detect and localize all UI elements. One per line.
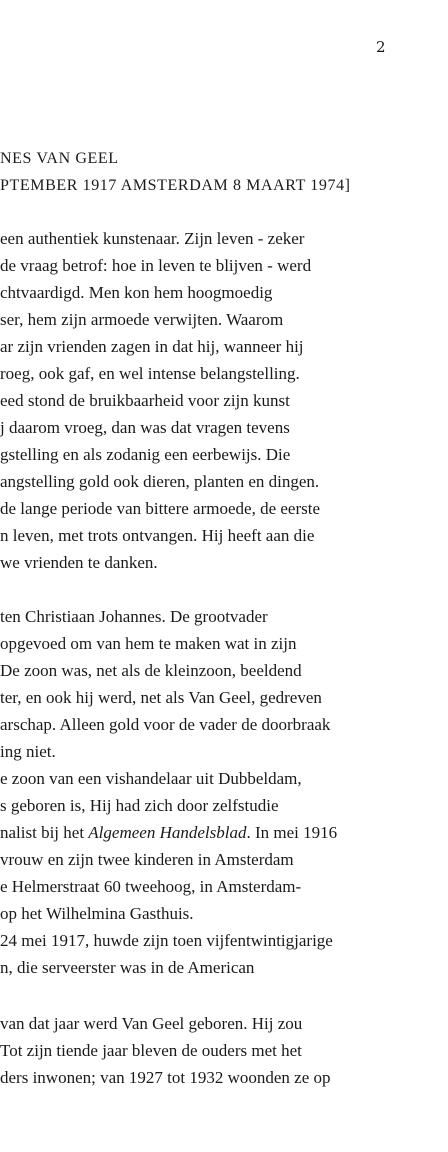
text-line: we vrienden te danken. <box>0 553 158 572</box>
text-line: de lange periode van bittere armoede, de eerste <box>0 499 321 518</box>
text-line: arschap. Alleen gold voor de vader de doorbraak <box>0 715 331 734</box>
text-line: een authentiek kunstenaar. Zijn leven - zeker <box>0 229 305 248</box>
text-line: ter, en ook hij werd, net als Van Geel, gedreven <box>0 688 322 707</box>
paragraph-2 <box>0 603 448 981</box>
text-line: vrouw en zijn twee kinderen in Amsterdam <box>0 850 294 869</box>
text-line: gstelling en als zodanig een eerbewijs. Die <box>0 445 291 464</box>
text-line: ar zijn vrienden zagen in dat hij, wanneer hij <box>0 337 304 356</box>
paragraph-1 <box>0 225 448 576</box>
page-number: 2 <box>376 38 386 56</box>
text-line: op het Wilhelmina Gasthuis. <box>0 904 194 923</box>
paragraph-3 <box>0 1010 448 1091</box>
text-line: angstelling gold ook dieren, planten en dingen. <box>0 472 320 491</box>
text-line: n leven, met trots ontvangen. Hij heeft aan die <box>0 526 315 545</box>
newspaper-title: Algemeen Handelsblad <box>88 823 247 842</box>
text-line: De zoon was, net als de kleinzoon, beeldend <box>0 661 302 680</box>
text-line: n, die serveerster was in de American <box>0 958 255 977</box>
text-line-with-italic <box>0 819 448 846</box>
text-line: ten Christiaan Johannes. De grootvader <box>0 607 268 626</box>
text-line: e zoon van een vishandelaar uit Dubbeldam, <box>0 769 302 788</box>
heading-name-line: NES VAN GEEL <box>0 150 119 167</box>
text-line: ser, hem zijn armoede verwijten. Waarom <box>0 310 284 329</box>
text-line: j daarom vroeg, dan was dat vragen tevens <box>0 418 290 437</box>
text-line: eed stond de bruikbaarheid voor zijn kunst <box>0 391 290 410</box>
text-line: roeg, ook gaf, en wel intense belangstelling. <box>0 364 300 383</box>
text-line: de vraag betrof: hoe in leven te blijven - werd <box>0 256 312 275</box>
chapter-heading <box>0 145 448 199</box>
text-line: ders inwonen; van 1927 tot 1932 woonden ze op <box>0 1068 331 1087</box>
text-line: van dat jaar werd Van Geel geboren. Hij zou <box>0 1014 303 1033</box>
text-line: opgevoed om van hem te maken wat in zijn <box>0 634 297 653</box>
text-after-italic: . In mei 1916 <box>246 823 338 842</box>
text-line: chtvaardigd. Men kon hem hoogmoedig <box>0 283 273 302</box>
text-line: e Helmerstraat 60 tweehoog, in Amsterdam- <box>0 877 302 896</box>
heading-dates-line: PTEMBER 1917 AMSTERDAM 8 MAART 1974] <box>0 177 351 194</box>
text-line: s geboren is, Hij had zich door zelfstudie <box>0 796 279 815</box>
text-before-italic: nalist bij het <box>0 823 89 842</box>
text-line: ing niet. <box>0 742 56 761</box>
text-line: 24 mei 1917, huwde zijn toen vijfentwintigjarige <box>0 931 333 950</box>
text-line: Tot zijn tiende jaar bleven de ouders met het <box>0 1041 302 1060</box>
